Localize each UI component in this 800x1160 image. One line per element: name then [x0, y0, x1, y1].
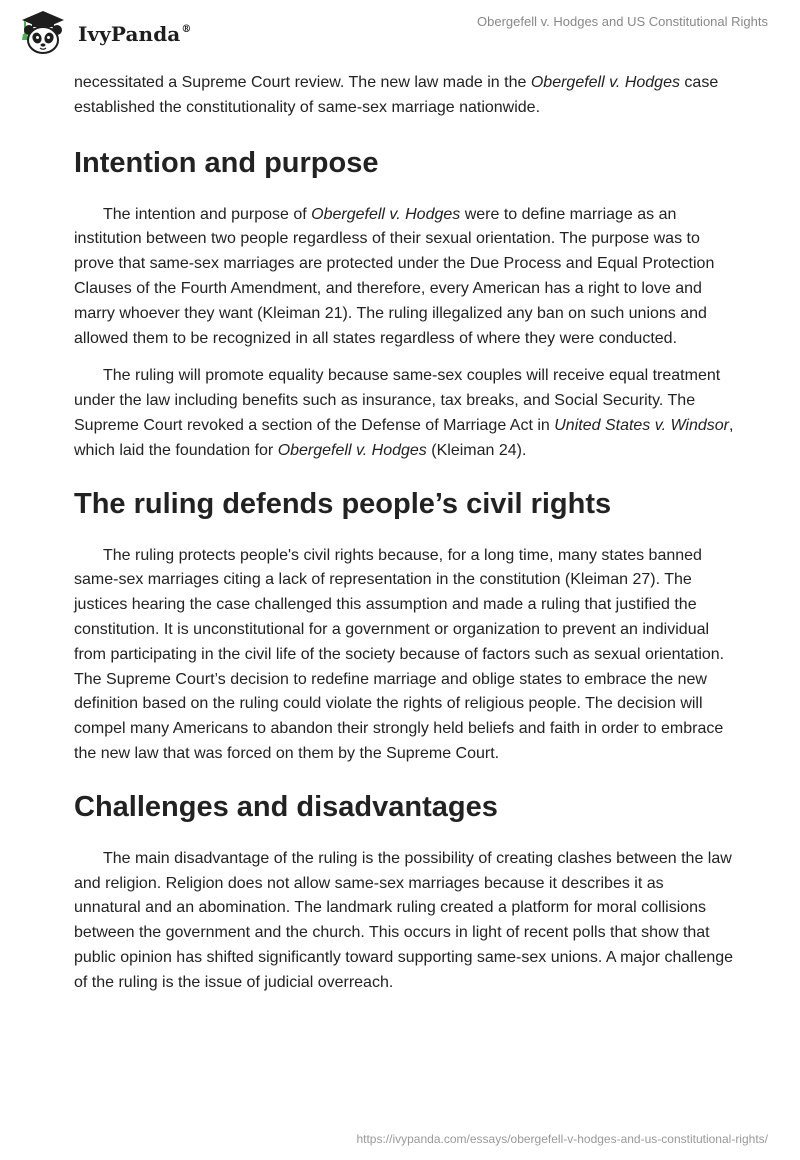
heading-intention-and-purpose: Intention and purpose — [74, 146, 379, 179]
page-header — [0, 0, 800, 70]
civil-rights-paragraph: The ruling protects people's civil rights because, for a long time, many states banned same-sex marriages citing a lack of representation in the constitution (Kleiman 27). The justices hearing the case challenged this assumption and made a ruling that justified the constitution. It is unconstitutional for a government or organization to prevent an individual from participating in the civil life of the society because of factors such as sexual orientation. The Supreme Court’s decision to redefine marriage and oblige states to embrace the new definition based on the ruling could violate the rights of religious people. The decision will compel many Americans to abandon their strongly held beliefs and faith in order to embrace the new law that was forced on them by the Supreme Court. — [74, 546, 725, 762]
source-url[interactable]: https://ivypanda.com/essays/obergefell-v-hodges-and-us-constitutional-rights/ — [356, 1132, 768, 1146]
intention-paragraph-1: The intention and purpose of Obergefell v. Hodges were to define marriage as an institution between two people regardless of their sexual orientation. The purpose was to prove that same-sex marriages are protected under the Due Process and Equal Protection Clauses of the Fourth Amendment, and therefore, every American has a right to love and marry whoever they want (Kleiman 21). The ruling illegalized any ban on such unions and allowed them to be recognized in all states regardless of where they were conducted. — [74, 205, 715, 347]
essay-body — [74, 71, 734, 996]
brand-logo[interactable] — [14, 8, 191, 58]
panda-graduate-logo-icon — [14, 8, 72, 58]
heading-civil-rights: The ruling defends people’s civil rights — [74, 487, 612, 520]
intro-paragraph: necessitated a Supreme Court review. The new law made in the Obergefell v. Hodges case established the constitutionality of same-sex marriage nationwide. — [74, 74, 719, 116]
brand-name: IvyPanda® — [78, 22, 192, 46]
document-title: Obergefell v. Hodges and US Constitutional Rights — [477, 14, 768, 29]
intention-paragraph-2: The ruling will promote equality because same-sex couples will receive equal treatment under the law including benefits such as insurance, tax breaks, and Social Security. The Supreme Court revoked a section of the Defense of Marriage Act in United States v. Windsor, which laid the foundation for Obergefell v. Hodges (Kleiman 24). — [74, 367, 734, 459]
heading-challenges-and-disadvantages: Challenges and disadvantages — [74, 790, 498, 823]
challenges-paragraph: The main disadvantage of the ruling is the possibility of creating clashes between the law and religion. Religion does not allow same-sex marriages because it describes it as unnatural and an abomination. The landmark ruling created a platform for moral collisions between the government and the church. This occurs in light of recent polls that show that public opinion has shifted significantly toward supporting same-sex unions. A major challenge of the ruling is the issue of judicial overreach. — [74, 849, 734, 991]
